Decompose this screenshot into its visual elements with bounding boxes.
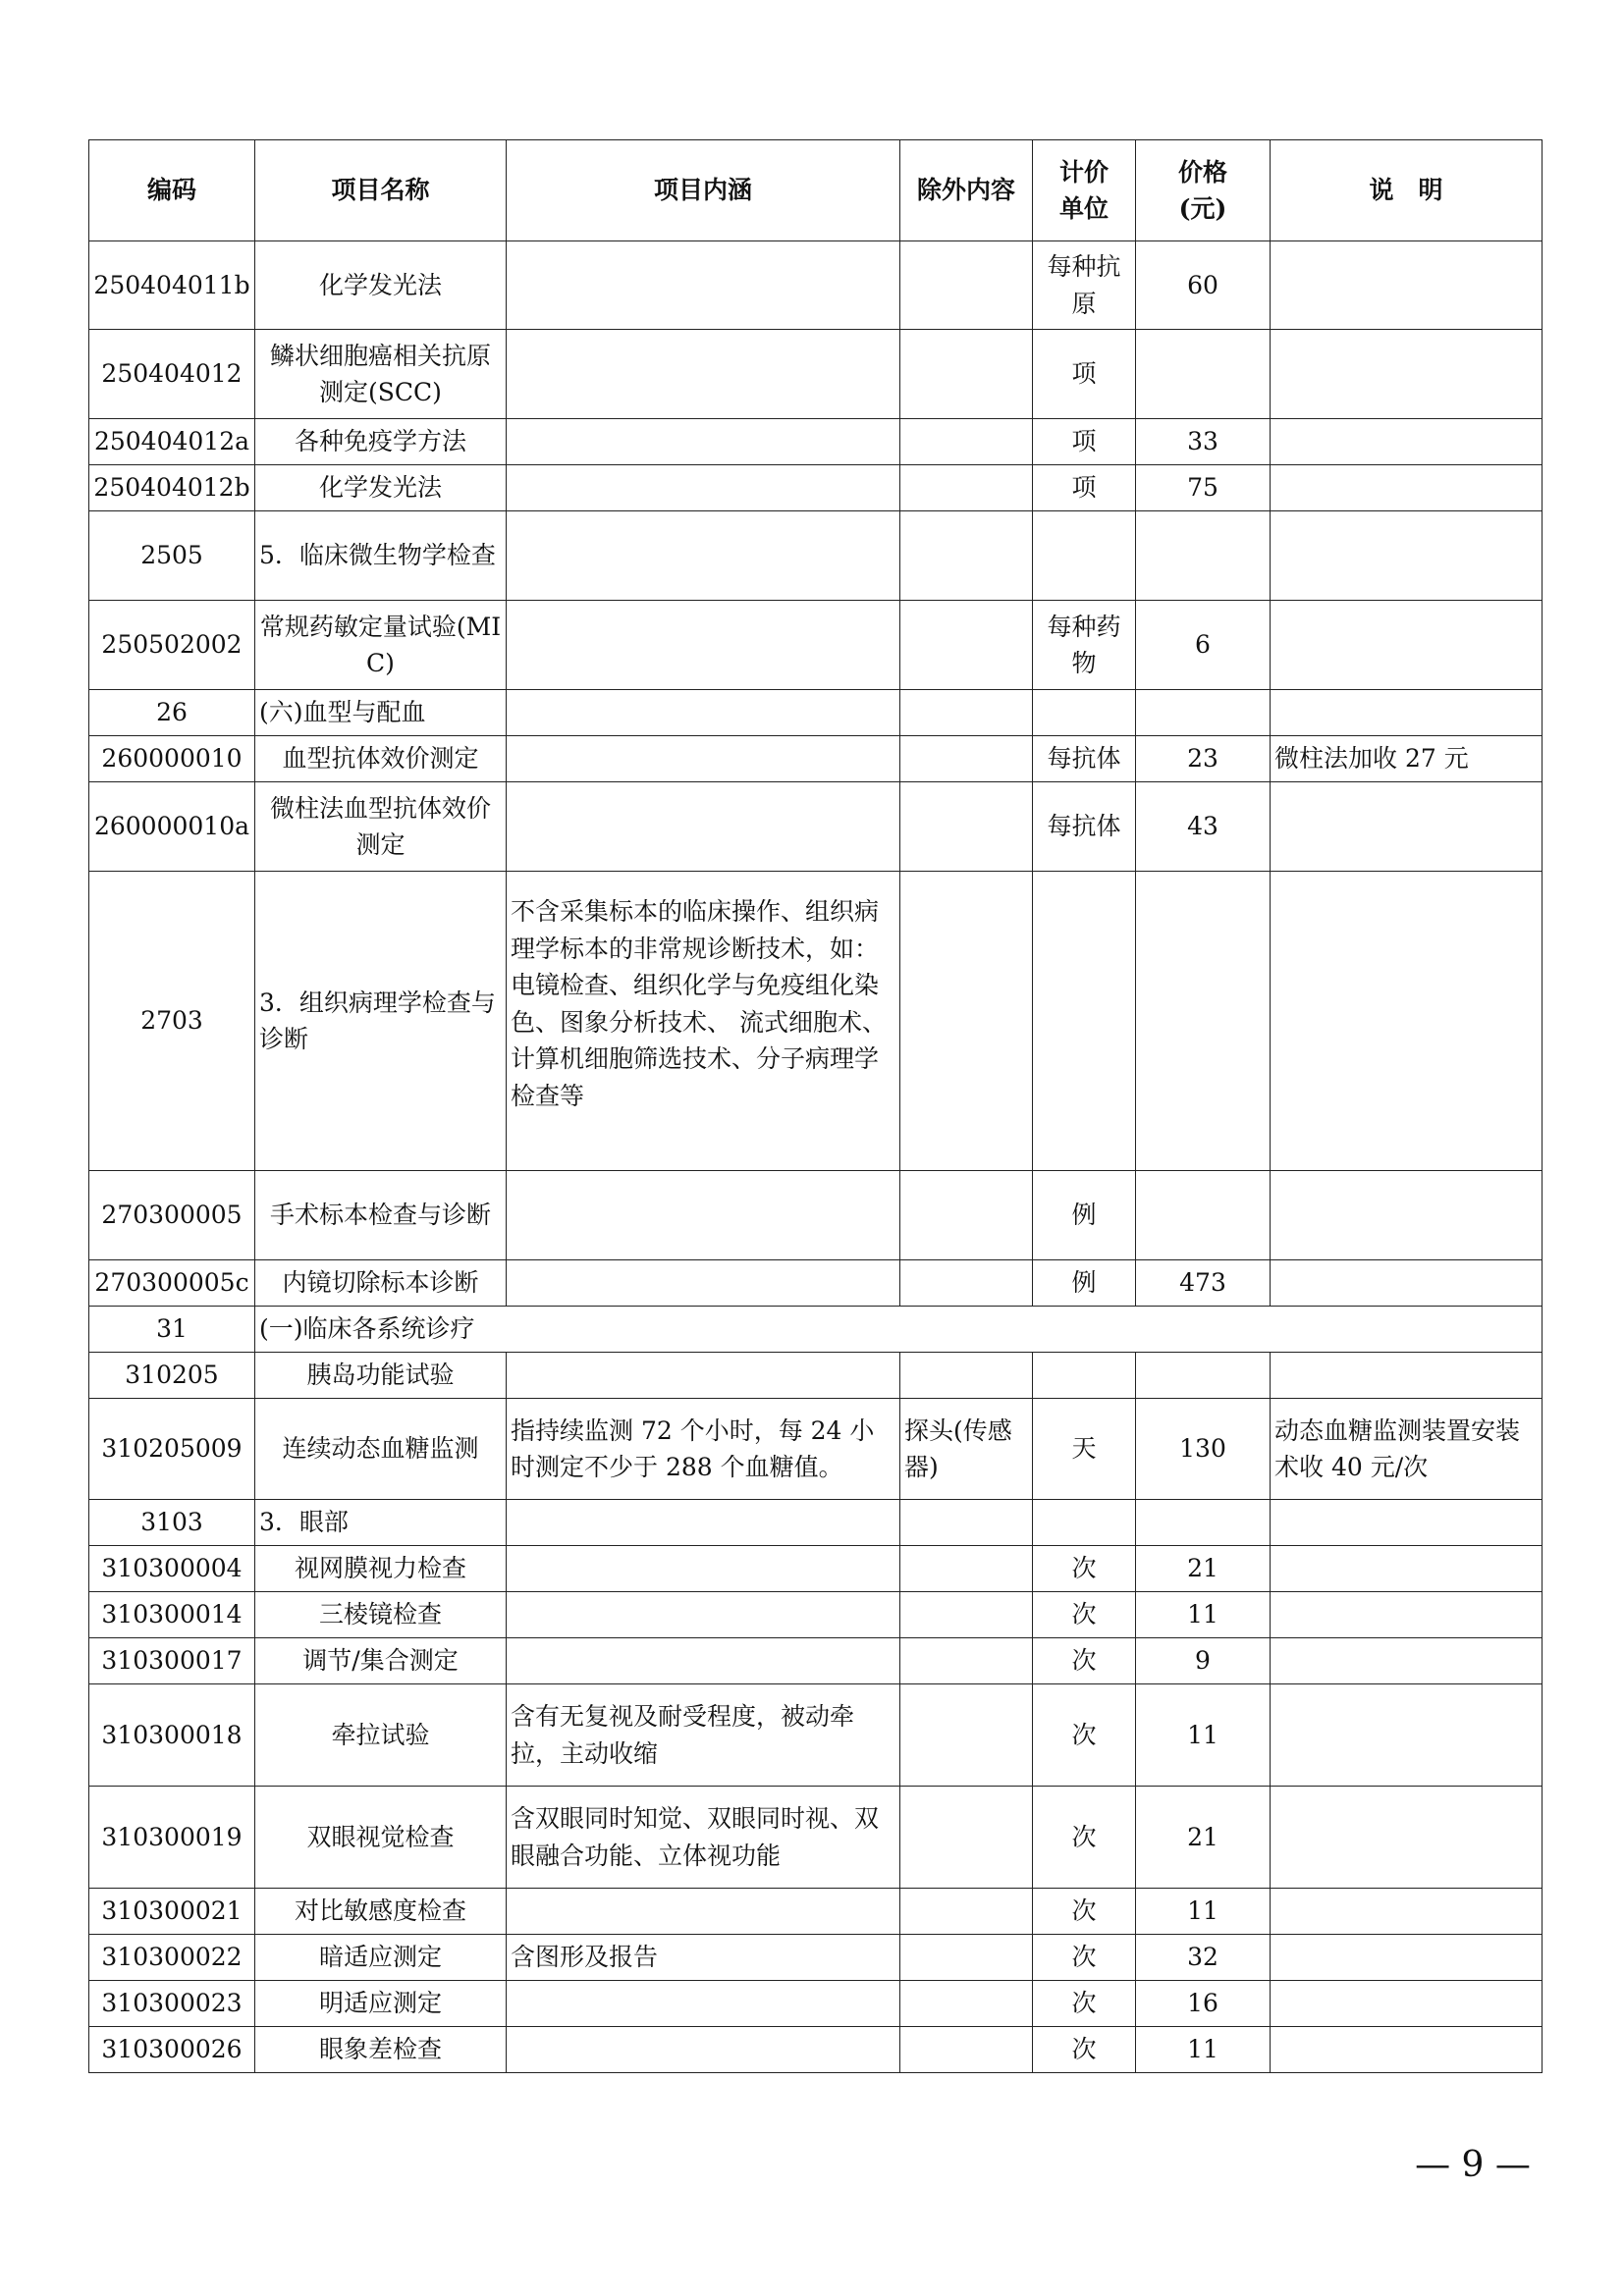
cell-exclusion <box>900 1546 1033 1592</box>
section-row <box>89 872 1543 1171</box>
cell-content <box>507 1981 900 2027</box>
cell-name: 连续动态血糖监测 <box>255 1399 507 1500</box>
cell-exclusion <box>900 241 1033 330</box>
cell-price <box>1136 1500 1271 1546</box>
cell-content: 不含采集标本的临床操作、组织病理学标本的非常规诊断技术，如：电镜检查、组织化学与免疫组化染色、图象分析技术、 流式细胞术、计算机细胞筛选技术、分子病理学检查等 <box>507 872 900 1171</box>
cell-note <box>1271 330 1543 419</box>
cell-content <box>507 736 900 782</box>
cell-exclusion <box>900 736 1033 782</box>
header-note: 说 明 <box>1271 140 1543 241</box>
cell-content: 含双眼同时知觉、双眼同时视、双眼融合功能、立体视功能 <box>507 1787 900 1889</box>
cell-name: 明适应测定 <box>255 1981 507 2027</box>
cell-exclusion <box>900 1500 1033 1546</box>
cell-code: 310300019 <box>89 1787 255 1889</box>
cell-unit <box>1033 690 1136 736</box>
cell-note <box>1271 1981 1543 2027</box>
cell-exclusion <box>900 872 1033 1171</box>
cell-price: 11 <box>1136 2027 1271 2073</box>
cell-name: 化学发光法 <box>255 465 507 511</box>
cell-content: 含有无复视及耐受程度，被动牵拉，主动收缩 <box>507 1684 900 1787</box>
cell-code: 310300004 <box>89 1546 255 1592</box>
cell-content <box>507 601 900 690</box>
cell-note <box>1271 1935 1543 1981</box>
cell-note: 微柱法加收 27 元 <box>1271 736 1543 782</box>
section-row <box>89 511 1543 601</box>
cell-code: 310300021 <box>89 1889 255 1935</box>
cell-unit: 次 <box>1033 1546 1136 1592</box>
table-row <box>89 465 1543 511</box>
cell-price: 6 <box>1136 601 1271 690</box>
cell-name: (六)血型与配血 <box>255 690 507 736</box>
cell-exclusion <box>900 1353 1033 1399</box>
cell-content: 含图形及报告 <box>507 1935 900 1981</box>
cell-unit: 次 <box>1033 1935 1136 1981</box>
cell-price <box>1136 330 1271 419</box>
cell-unit: 项 <box>1033 330 1136 419</box>
cell-unit: 每抗体 <box>1033 736 1136 782</box>
cell-note <box>1271 511 1543 601</box>
cell-content <box>507 1353 900 1399</box>
cell-content <box>507 1500 900 1546</box>
cell-code: 310300026 <box>89 2027 255 2073</box>
price-table <box>88 139 1543 2073</box>
cell-exclusion <box>900 1638 1033 1684</box>
cell-exclusion <box>900 1684 1033 1787</box>
cell-exclusion <box>900 601 1033 690</box>
cell-exclusion <box>900 1592 1033 1638</box>
cell-price: 32 <box>1136 1935 1271 1981</box>
cell-code: 310300023 <box>89 1981 255 2027</box>
cell-unit <box>1033 511 1136 601</box>
table-row <box>89 1787 1543 1889</box>
cell-price <box>1136 690 1271 736</box>
cell-content <box>507 1592 900 1638</box>
cell-content: 指持续监测 72 个小时，每 24 小时测定不少于 288 个血糖值。 <box>507 1399 900 1500</box>
header-code: 编码 <box>89 140 255 241</box>
cell-name: 对比敏感度检查 <box>255 1889 507 1935</box>
cell-price <box>1136 1353 1271 1399</box>
cell-price: 21 <box>1136 1546 1271 1592</box>
cell-exclusion <box>900 419 1033 465</box>
cell-unit <box>1033 1500 1136 1546</box>
cell-price: 9 <box>1136 1638 1271 1684</box>
header-name: 项目名称 <box>255 140 507 241</box>
cell-code: 250404012 <box>89 330 255 419</box>
cell-price: 130 <box>1136 1399 1271 1500</box>
table-row <box>89 1638 1543 1684</box>
cell-price: 75 <box>1136 465 1271 511</box>
cell-note <box>1271 1889 1543 1935</box>
table-row <box>89 419 1543 465</box>
cell-price: 60 <box>1136 241 1271 330</box>
table-row <box>89 1981 1543 2027</box>
cell-content <box>507 1546 900 1592</box>
cell-price: 473 <box>1136 1260 1271 1307</box>
cell-price: 21 <box>1136 1787 1271 1889</box>
cell-unit: 项 <box>1033 465 1136 511</box>
table-row <box>89 1592 1543 1638</box>
table-row <box>89 1684 1543 1787</box>
cell-price: 43 <box>1136 782 1271 872</box>
cell-code: 310300022 <box>89 1935 255 1981</box>
cell-unit: 次 <box>1033 1684 1136 1787</box>
cell-content <box>507 1889 900 1935</box>
cell-note <box>1271 465 1543 511</box>
cell-price: 11 <box>1136 1889 1271 1935</box>
section-row <box>89 1353 1543 1399</box>
cell-note <box>1271 2027 1543 2073</box>
cell-price <box>1136 511 1271 601</box>
cell-name: 微柱法血型抗体效价测定 <box>255 782 507 872</box>
cell-unit: 例 <box>1033 1260 1136 1307</box>
table-row <box>89 1935 1543 1981</box>
cell-code: 3103 <box>89 1500 255 1546</box>
table-row <box>89 1546 1543 1592</box>
cell-content <box>507 782 900 872</box>
cell-content <box>507 690 900 736</box>
cell-name: 化学发光法 <box>255 241 507 330</box>
cell-name: 3．眼部 <box>255 1500 507 1546</box>
cell-code: 250404011b <box>89 241 255 330</box>
cell-price: 16 <box>1136 1981 1271 2027</box>
header-content: 项目内涵 <box>507 140 900 241</box>
cell-unit: 天 <box>1033 1399 1136 1500</box>
cell-code: 270300005 <box>89 1171 255 1260</box>
cell-name: 视网膜视力检查 <box>255 1546 507 1592</box>
cell-name: 5．临床微生物学检查 <box>255 511 507 601</box>
cell-note: 动态血糖监测装置安装术收 40 元/次 <box>1271 1399 1543 1500</box>
cell-code: 270300005c <box>89 1260 255 1307</box>
cell-price <box>1136 872 1271 1171</box>
cell-content <box>507 1638 900 1684</box>
cell-note <box>1271 241 1543 330</box>
table-row <box>89 1171 1543 1260</box>
cell-price: 33 <box>1136 419 1271 465</box>
cell-price: 11 <box>1136 1592 1271 1638</box>
cell-name: 内镜切除标本诊断 <box>255 1260 507 1307</box>
cell-name: 双眼视觉检查 <box>255 1787 507 1889</box>
cell-content <box>507 465 900 511</box>
section-row <box>89 690 1543 736</box>
table-row <box>89 1889 1543 1935</box>
cell-exclusion <box>900 690 1033 736</box>
cell-name: 常规药敏定量试验(MIC) <box>255 601 507 690</box>
page-number: — 9 — <box>1415 2145 1531 2185</box>
cell-code: 310205 <box>89 1353 255 1399</box>
cell-name: 胰岛功能试验 <box>255 1353 507 1399</box>
cell-code: 2505 <box>89 511 255 601</box>
cell-unit: 例 <box>1033 1171 1136 1260</box>
cell-code: 310205009 <box>89 1399 255 1500</box>
cell-code: 260000010 <box>89 736 255 782</box>
cell-exclusion <box>900 330 1033 419</box>
table-row <box>89 782 1543 872</box>
cell-name: 手术标本检查与诊断 <box>255 1171 507 1260</box>
cell-name: (一)临床各系统诊疗 <box>255 1307 1543 1353</box>
cell-content <box>507 1171 900 1260</box>
cell-unit: 次 <box>1033 1889 1136 1935</box>
cell-code: 310300017 <box>89 1638 255 1684</box>
cell-note <box>1271 1592 1543 1638</box>
section-row <box>89 1500 1543 1546</box>
table-row <box>89 1399 1543 1500</box>
cell-note <box>1271 782 1543 872</box>
cell-code: 250404012a <box>89 419 255 465</box>
cell-exclusion <box>900 1260 1033 1307</box>
cell-name: 调节/集合测定 <box>255 1638 507 1684</box>
cell-unit: 次 <box>1033 2027 1136 2073</box>
table-row <box>89 601 1543 690</box>
table-row <box>89 736 1543 782</box>
cell-code: 26 <box>89 690 255 736</box>
cell-exclusion <box>900 1787 1033 1889</box>
cell-code: 260000010a <box>89 782 255 872</box>
cell-code: 250502002 <box>89 601 255 690</box>
header-row <box>89 140 1543 241</box>
cell-unit: 次 <box>1033 1592 1136 1638</box>
cell-content <box>507 511 900 601</box>
cell-price: 11 <box>1136 1684 1271 1787</box>
cell-content <box>507 419 900 465</box>
header-price: 价格 (元) <box>1136 140 1271 241</box>
cell-unit <box>1033 1353 1136 1399</box>
cell-exclusion <box>900 1935 1033 1981</box>
cell-content <box>507 241 900 330</box>
table-row <box>89 241 1543 330</box>
cell-note <box>1271 1353 1543 1399</box>
cell-price: 23 <box>1136 736 1271 782</box>
cell-exclusion <box>900 2027 1033 2073</box>
cell-note <box>1271 690 1543 736</box>
table-row <box>89 1260 1543 1307</box>
cell-unit: 项 <box>1033 419 1136 465</box>
cell-note <box>1271 1546 1543 1592</box>
cell-code: 310300018 <box>89 1684 255 1787</box>
cell-note <box>1271 1500 1543 1546</box>
cell-unit: 次 <box>1033 1787 1136 1889</box>
table-row <box>89 330 1543 419</box>
cell-unit <box>1033 872 1136 1171</box>
cell-name: 3．组织病理学检查与诊断 <box>255 872 507 1171</box>
cell-name: 血型抗体效价测定 <box>255 736 507 782</box>
cell-note <box>1271 601 1543 690</box>
cell-unit: 每种抗原 <box>1033 241 1136 330</box>
cell-exclusion <box>900 1889 1033 1935</box>
cell-note <box>1271 1638 1543 1684</box>
cell-exclusion <box>900 511 1033 601</box>
cell-content <box>507 1260 900 1307</box>
cell-unit: 每种药物 <box>1033 601 1136 690</box>
cell-unit: 次 <box>1033 1638 1136 1684</box>
cell-name: 鳞状细胞癌相关抗原测定(SCC) <box>255 330 507 419</box>
cell-exclusion <box>900 1981 1033 2027</box>
cell-note <box>1271 1787 1543 1889</box>
cell-name: 暗适应测定 <box>255 1935 507 1981</box>
cell-name: 三棱镜检查 <box>255 1592 507 1638</box>
cell-unit: 每抗体 <box>1033 782 1136 872</box>
table-row <box>89 2027 1543 2073</box>
cell-code: 310300014 <box>89 1592 255 1638</box>
cell-content <box>507 2027 900 2073</box>
cell-name: 眼象差检查 <box>255 2027 507 2073</box>
cell-price <box>1136 1171 1271 1260</box>
cell-name: 各种免疫学方法 <box>255 419 507 465</box>
cell-exclusion: 探头(传感器) <box>900 1399 1033 1500</box>
cell-note <box>1271 1260 1543 1307</box>
cell-content <box>507 330 900 419</box>
cell-note <box>1271 872 1543 1171</box>
cell-note <box>1271 1171 1543 1260</box>
cell-unit: 次 <box>1033 1981 1136 2027</box>
cell-exclusion <box>900 782 1033 872</box>
cell-name: 牵拉试验 <box>255 1684 507 1787</box>
header-unit: 计价 单位 <box>1033 140 1136 241</box>
cell-exclusion <box>900 465 1033 511</box>
cell-code: 250404012b <box>89 465 255 511</box>
cell-code: 31 <box>89 1307 255 1353</box>
cell-note <box>1271 419 1543 465</box>
cell-code: 2703 <box>89 872 255 1171</box>
header-exclusion: 除外内容 <box>900 140 1033 241</box>
section-row <box>89 1307 1543 1353</box>
cell-note <box>1271 1684 1543 1787</box>
cell-exclusion <box>900 1171 1033 1260</box>
